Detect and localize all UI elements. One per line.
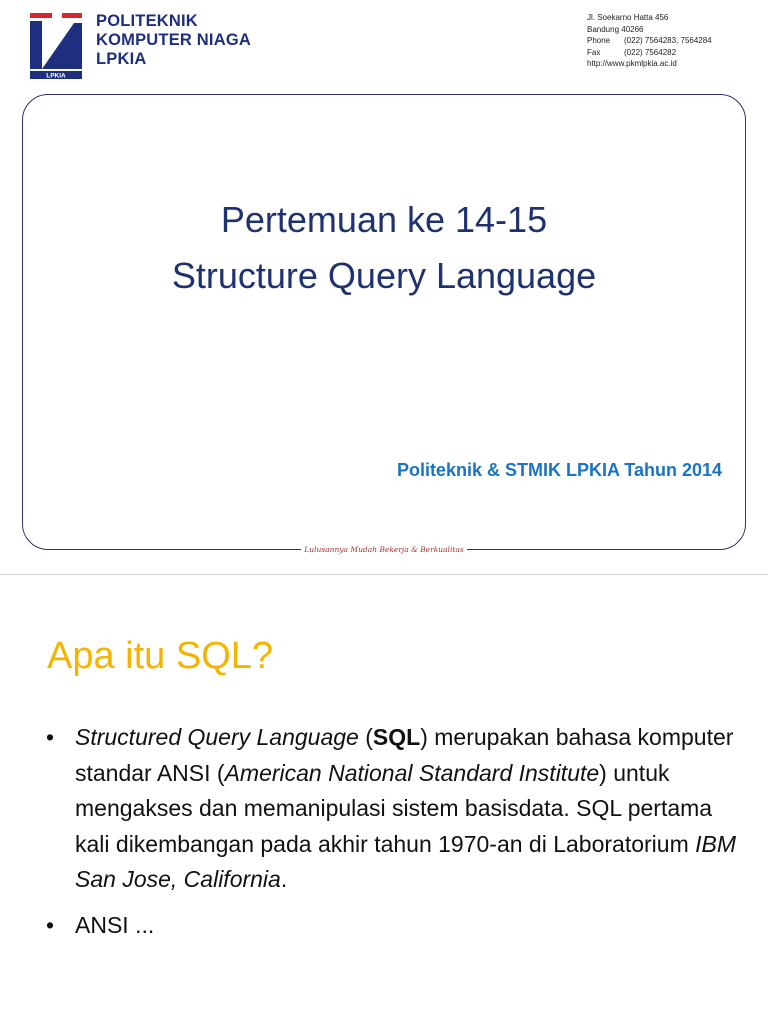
tagline-text: Lulusannya Mudah Bekerja & Berkualitas bbox=[301, 545, 466, 554]
term-ansi-full: American National Standard Institute bbox=[224, 759, 600, 786]
title-line-2: Structure Query Language bbox=[171, 255, 597, 296]
tagline bbox=[0, 545, 768, 559]
phone-value: (022) 7564283, 7564284 bbox=[624, 36, 712, 45]
address-city: Bandung 40266 bbox=[587, 24, 644, 34]
bullet-item-1 bbox=[46, 720, 746, 898]
bullet-dot-icon: • bbox=[46, 911, 55, 938]
address-fax bbox=[587, 47, 712, 59]
term-ibm: IBM San Jose, California bbox=[75, 830, 737, 892]
bullet-dot-icon: • bbox=[46, 724, 55, 750]
org-line-3: LPKIA bbox=[96, 50, 147, 68]
fax-label: Fax bbox=[587, 47, 601, 57]
title-line-1: Pertemuan ke 14-15 bbox=[220, 199, 548, 240]
slide-subtitle: Politeknik & STMIK LPKIA Tahun 2014 bbox=[396, 460, 722, 480]
website-url[interactable]: http://www.pkmlpkia.ac.id bbox=[587, 59, 677, 68]
bullet-item-2 bbox=[46, 908, 746, 944]
address-phone bbox=[587, 35, 712, 47]
slide-heading: Apa itu SQL? bbox=[47, 635, 274, 677]
institution-name bbox=[96, 12, 251, 69]
org-line-1: POLITEKNIK bbox=[96, 12, 198, 30]
text-segment: ( bbox=[358, 724, 373, 750]
text-segment: ) untuk mengakses dan memanipulasi sistem basisdata. SQL pertama kali dikembangan pada akhir tahun 1970-an di Laboratorium bbox=[75, 759, 713, 857]
title-frame bbox=[22, 94, 746, 550]
address-street: Jl. Soekarno Hatta 456 bbox=[587, 13, 669, 22]
term-sql-full: Structured Query Language bbox=[75, 724, 359, 750]
lpkia-logo bbox=[30, 13, 82, 79]
phone-label: Phone bbox=[587, 36, 611, 45]
fax-value: (022) 7564282 bbox=[624, 47, 677, 57]
bullet-text: ANSI ... bbox=[75, 911, 155, 938]
term-sql: SQL bbox=[372, 724, 421, 750]
slide-title bbox=[22, 192, 746, 304]
logo-text: LPKIA bbox=[46, 72, 66, 79]
bullet-list bbox=[46, 720, 746, 953]
content-slide bbox=[0, 575, 768, 1024]
text-segment: . bbox=[280, 866, 288, 892]
contact-address bbox=[587, 12, 712, 70]
org-line-2: KOMPUTER NIAGA bbox=[96, 31, 251, 49]
text-segment: ) merupakan bahasa komputer standar ANSI ( bbox=[75, 724, 734, 786]
